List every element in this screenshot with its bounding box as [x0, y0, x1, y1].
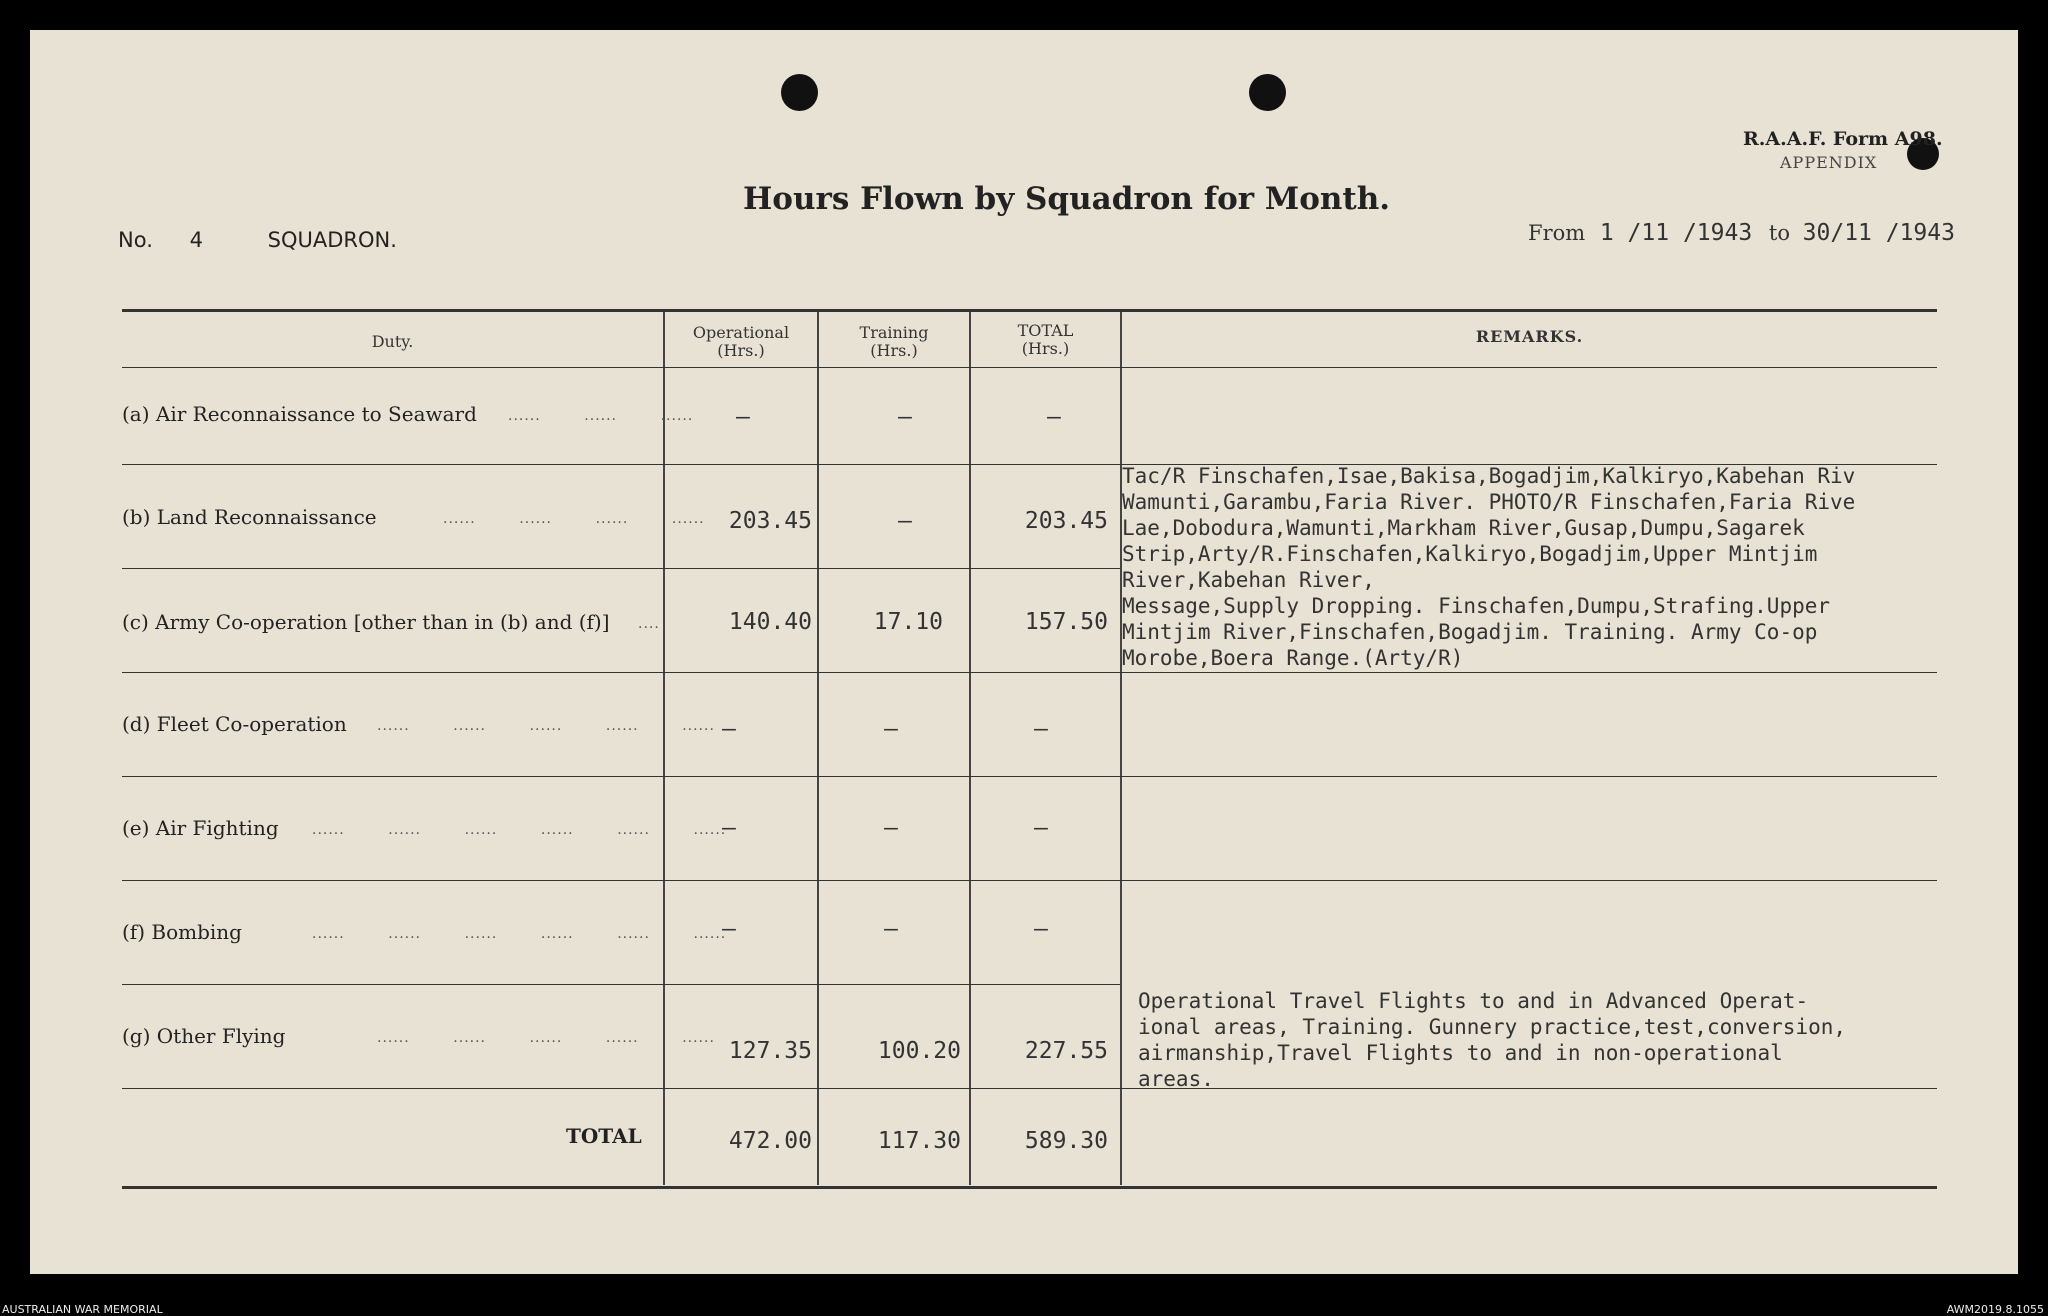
total-training: 117.30 [877, 1128, 961, 1154]
to-label: to [1768, 221, 1790, 245]
form-number: R.A.A.F. Form A98. [1743, 128, 1943, 150]
operational-header-unit: (Hrs.) [717, 341, 765, 360]
leader-dots: ...... ...... ...... [508, 408, 694, 424]
remarks-header: REMARKS. [1475, 327, 1584, 346]
duty-label: (f) Bombing [122, 920, 242, 944]
leader-dots: ...... ...... ...... ...... ...... ...... [312, 822, 727, 838]
operational-cell: 140.40 [728, 609, 812, 635]
to-date: 30/11 /1943 [1802, 220, 1955, 246]
squadron-line [118, 228, 397, 252]
remark-line: airmanship,Travel Flights to and in non-operational [1138, 1041, 1783, 1065]
training-header [819, 324, 969, 360]
total-cell: – [1034, 815, 1048, 841]
leader-dots: ...... ...... ...... ...... ...... ...... [312, 926, 727, 942]
operational-cell: – [722, 815, 736, 841]
operational-cell: – [722, 916, 736, 942]
column-divider [1120, 312, 1122, 1185]
remark-line: ional areas, Training. Gunnery practice,test,conversion, [1138, 1015, 1847, 1039]
remark-line: Operational Travel Flights to and in Advanced Operat- [1138, 989, 1809, 1013]
total-cell: – [1034, 916, 1048, 942]
appendix-label: APPENDIX [1780, 153, 1878, 172]
duty-label: (e) Air Fighting [122, 816, 279, 840]
total-total: 589.30 [1024, 1128, 1108, 1154]
remark-line: Wamunti,Garambu,Faria River. PHOTO/R Finschafen,Faria Rive [1122, 490, 1856, 514]
row-rule [122, 776, 1937, 777]
duty-label: (g) Other Flying [122, 1024, 286, 1048]
total-row-label: TOTAL [566, 1124, 642, 1148]
leader-dots: ...... ...... ...... ...... ...... [377, 1030, 715, 1046]
operational-header-label: Operational [692, 323, 790, 342]
training-cell: – [898, 404, 912, 430]
remark-line: areas. [1138, 1067, 1214, 1091]
training-cell: – [898, 508, 912, 534]
row-rule [122, 367, 1937, 368]
total-header [971, 322, 1120, 358]
from-date: 1 /11 /1943 [1599, 220, 1753, 246]
duty-label: (a) Air Reconnaissance to Seaward [122, 402, 477, 426]
footer-right: AWM2019.8.1055 [1946, 1303, 2044, 1316]
duty-label: (c) Army Co-operation [other than in (b) and (f)] [122, 610, 610, 634]
remarks-recon [1122, 463, 2002, 671]
training-header-label: Training [859, 323, 929, 342]
table-top-rule [122, 309, 1937, 312]
table-bottom-rule [122, 1186, 1937, 1189]
remark-line: Mintjim River,Finschafen,Bogadjim. Training. Army Co-op [1122, 620, 1818, 644]
punch-hole-left [781, 74, 818, 111]
duty-label: (b) Land Reconnaissance [122, 505, 377, 529]
squadron-number: 4 [189, 228, 203, 252]
operational-cell: – [722, 716, 736, 742]
duty-label: (d) Fleet Co-operation [122, 712, 347, 736]
remark-line: Tac/R Finschafen,Isae,Bakisa,Bogadjim,Kalkiryo,Kabehan Riv [1122, 464, 1856, 488]
operational-cell: 127.35 [728, 1038, 812, 1064]
period-line [1528, 220, 1955, 246]
training-cell: – [884, 815, 898, 841]
from-label: From [1528, 221, 1586, 245]
total-operational: 472.00 [728, 1128, 812, 1154]
remarks-other-flying [1138, 988, 2018, 1092]
row-rule [122, 672, 1937, 673]
duty-header: Duty. [371, 332, 414, 351]
total-cell: – [1034, 716, 1048, 742]
operational-cell: 203.45 [728, 508, 812, 534]
operational-cell: – [736, 404, 750, 430]
punch-hole-right [1249, 74, 1286, 111]
total-cell: 227.55 [1024, 1038, 1108, 1064]
leader-dots: .... [638, 616, 660, 632]
row-rule [122, 568, 1120, 569]
remark-line: Morobe,Boera Range.(Arty/R) [1122, 646, 1464, 670]
row-rule [122, 880, 1937, 881]
remark-line: Strip,Arty/R.Finschafen,Kalkiryo,Bogadjim,Upper Mintjim [1122, 542, 1818, 566]
training-cell: 100.20 [877, 1038, 961, 1064]
operational-header [665, 324, 817, 360]
squadron-suffix: SQUADRON. [267, 228, 397, 252]
training-cell: – [884, 716, 898, 742]
training-cell: – [884, 916, 898, 942]
row-rule [122, 984, 1120, 985]
training-cell: 17.10 [873, 609, 943, 635]
footer-left: AUSTRALIAN WAR MEMORIAL [2, 1303, 163, 1316]
total-header-label: TOTAL [1017, 321, 1074, 340]
leader-dots: ...... ...... ...... ...... ...... [377, 718, 715, 734]
total-header-unit: (Hrs.) [1021, 339, 1070, 358]
total-cell: 203.45 [1024, 508, 1108, 534]
remark-line: Lae,Dobodura,Wamunti,Markham River,Gusap,Dumpu,Sagarek [1122, 516, 1805, 540]
remark-line: Message,Supply Dropping. Finschafen,Dumpu,Strafing.Upper [1122, 594, 1831, 618]
remark-line: River,Kabehan River, [1122, 568, 1375, 592]
training-header-unit: (Hrs.) [870, 341, 918, 360]
total-cell: – [1047, 404, 1061, 430]
form-title: Hours Flown by Squadron for Month. [743, 181, 1391, 217]
squadron-prefix: No. [118, 228, 153, 252]
leader-dots: ...... ...... ...... ...... [443, 511, 705, 527]
total-cell: 157.50 [1024, 609, 1108, 635]
